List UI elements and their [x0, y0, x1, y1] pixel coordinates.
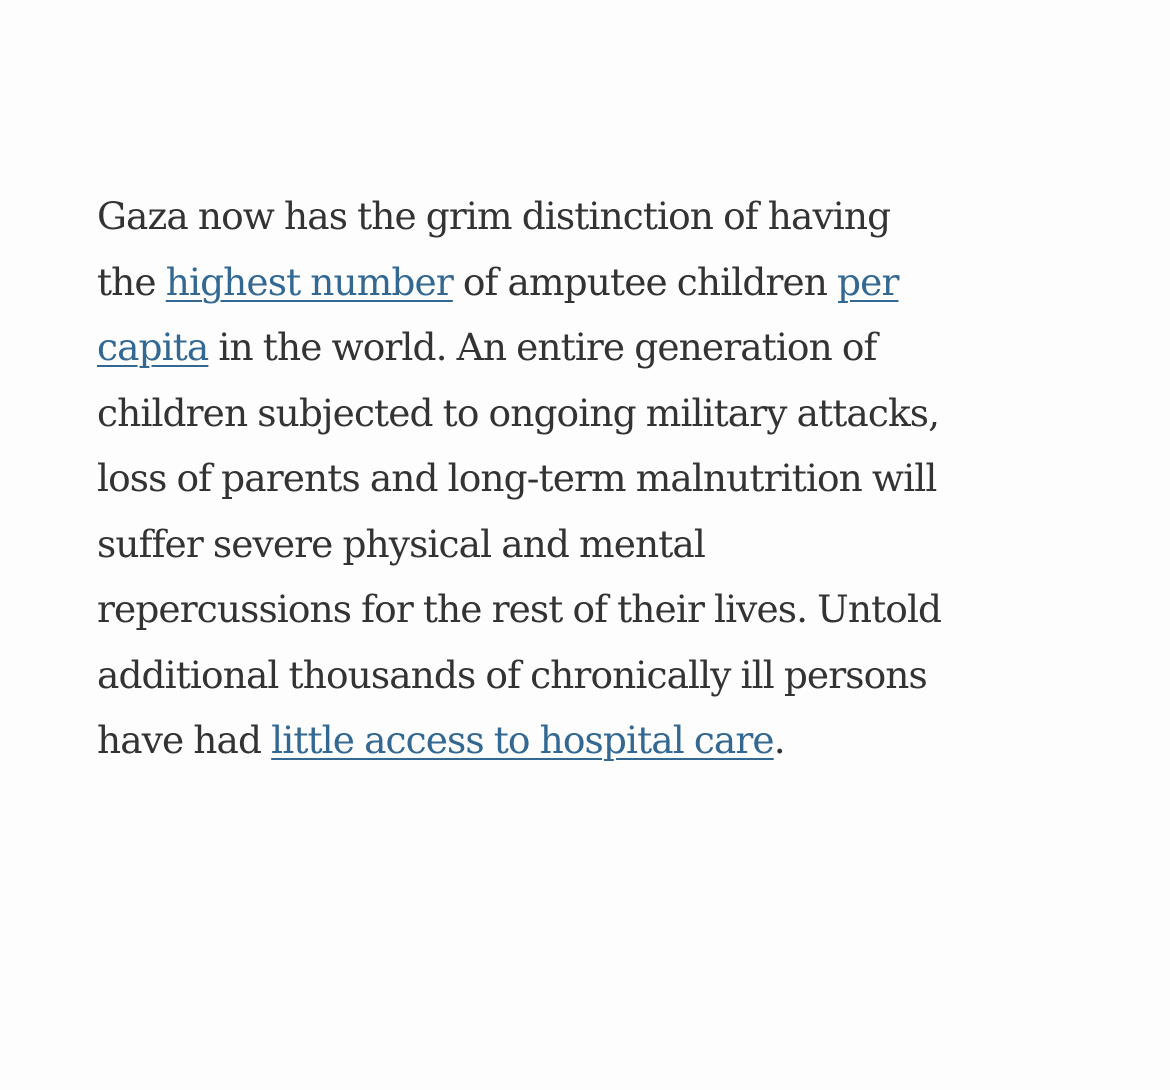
- paragraph-line-2: [97, 250, 1107, 316]
- paragraph-line-4: [97, 381, 1107, 447]
- paragraph-line-6: [97, 512, 1107, 578]
- per-capita-link[interactable]: per: [837, 259, 899, 304]
- text-segment: Gaza now has the grim distinction of having: [97, 194, 891, 238]
- paragraph-line-7: [97, 577, 1107, 643]
- paragraph-line-5: [97, 446, 1107, 512]
- hospital-care-link[interactable]: little access to hospital care: [271, 718, 774, 762]
- text-segment: loss of parents and long-term malnutrition will: [97, 456, 937, 500]
- text-segment: the: [97, 259, 166, 304]
- text-segment: suffer severe physical and mental: [97, 521, 705, 566]
- paragraph-line-9: [97, 708, 1107, 774]
- highest-number-link[interactable]: highest number: [165, 259, 453, 304]
- paragraph-line-3: [97, 315, 1107, 381]
- text-segment: repercussions for the rest of their lives. Untold: [97, 587, 942, 631]
- text-segment: .: [773, 718, 785, 762]
- per-capita-link-continued[interactable]: capita: [97, 325, 209, 369]
- paragraph-line-1: [97, 184, 1107, 250]
- paragraph-line-8: [97, 643, 1107, 709]
- text-segment: children subjected to ongoing military attacks,: [97, 390, 940, 435]
- text-segment: additional thousands of chronically ill persons: [97, 652, 927, 697]
- article-paragraph: [97, 184, 1107, 774]
- text-segment: in the world. An entire generation of: [208, 325, 877, 369]
- text-segment: of amputee children: [452, 259, 838, 304]
- text-segment: have had: [97, 718, 272, 762]
